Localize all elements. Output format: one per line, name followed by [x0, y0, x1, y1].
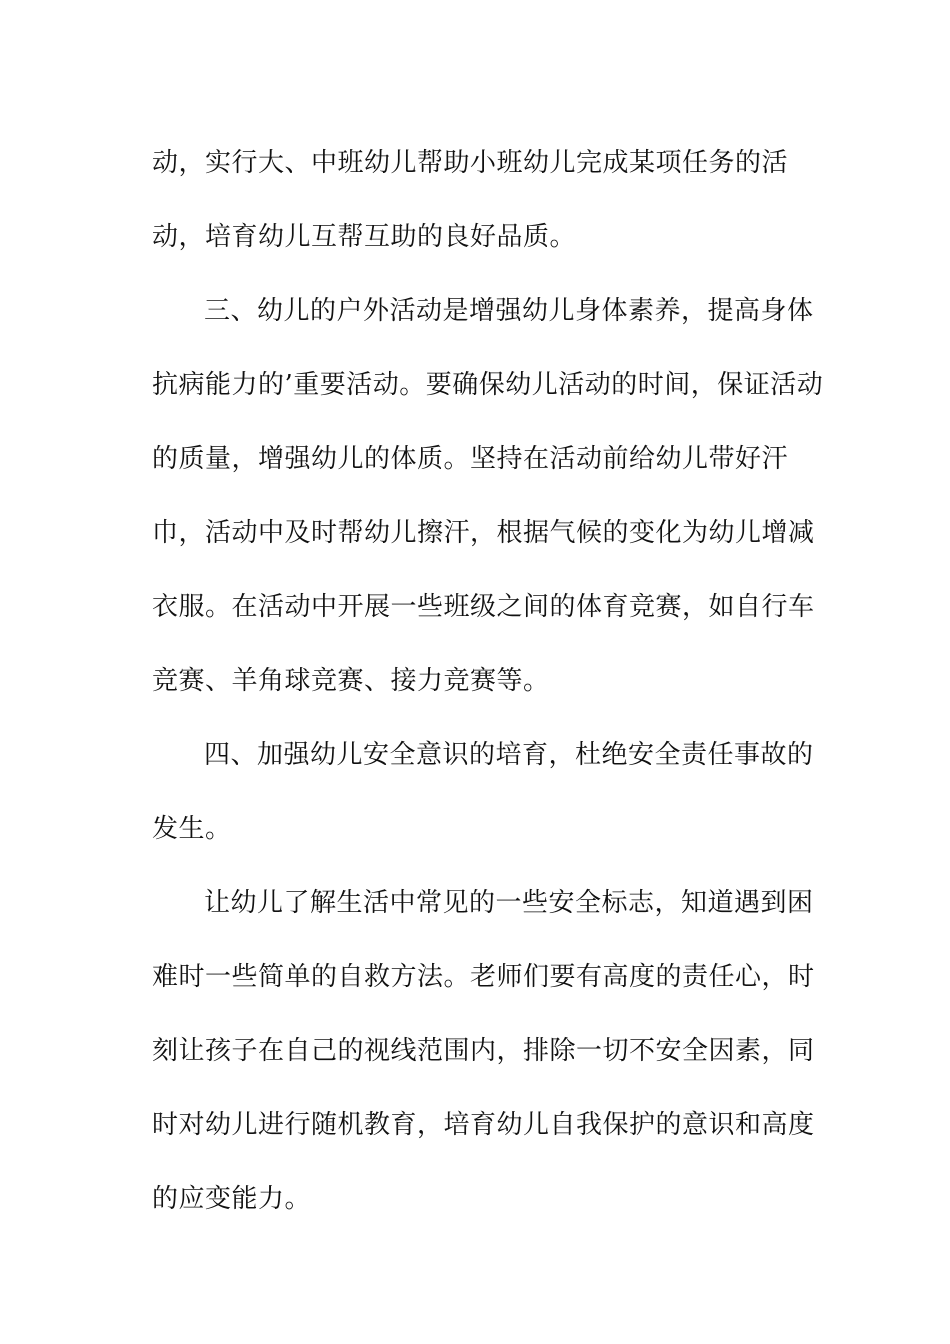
- text-line: 衣服。在活动中开展一些班级之间的体育竞赛，如自行车: [152, 592, 815, 622]
- text-line: 发生。: [152, 814, 232, 844]
- text-line: 四、加强幼儿安全意识的培育，杜绝安全责任事故的: [204, 740, 814, 770]
- text-line: 竞赛、羊角球竞赛、接力竞赛等。: [152, 666, 550, 696]
- text-line: 动，实行大、中班幼儿帮助小班幼儿完成某项任务的活: [152, 148, 789, 178]
- text-line: 时对幼儿进行随机教育，培育幼儿自我保护的意识和高度: [152, 1110, 815, 1140]
- text-line: 的应变能力。: [152, 1184, 312, 1214]
- text-line: 三、幼儿的户外活动是增强幼儿身体素养，提高身体: [204, 296, 814, 326]
- text-line: 的质量，增强幼儿的体质。坚持在活动前给幼儿带好汗: [152, 444, 789, 474]
- text-line: 抗病能力的’重要活动。要确保幼儿活动的时间，保证活动: [152, 370, 824, 400]
- text-line: 刻让孩子在自己的视线范围内，排除一切不安全因素，同: [152, 1036, 815, 1066]
- body-text: [152, 126, 824, 1236]
- text-line: 巾，活动中及时帮幼儿擦汗，根据气候的变化为幼儿增减: [152, 518, 815, 548]
- text-line: 难时一些简单的自救方法。老师们要有高度的责任心，时: [152, 962, 815, 992]
- text-line: 动，培育幼儿互帮互助的良好品质。: [152, 222, 577, 252]
- text-line: 让幼儿了解生活中常见的一些安全标志，知道遇到困: [204, 888, 814, 918]
